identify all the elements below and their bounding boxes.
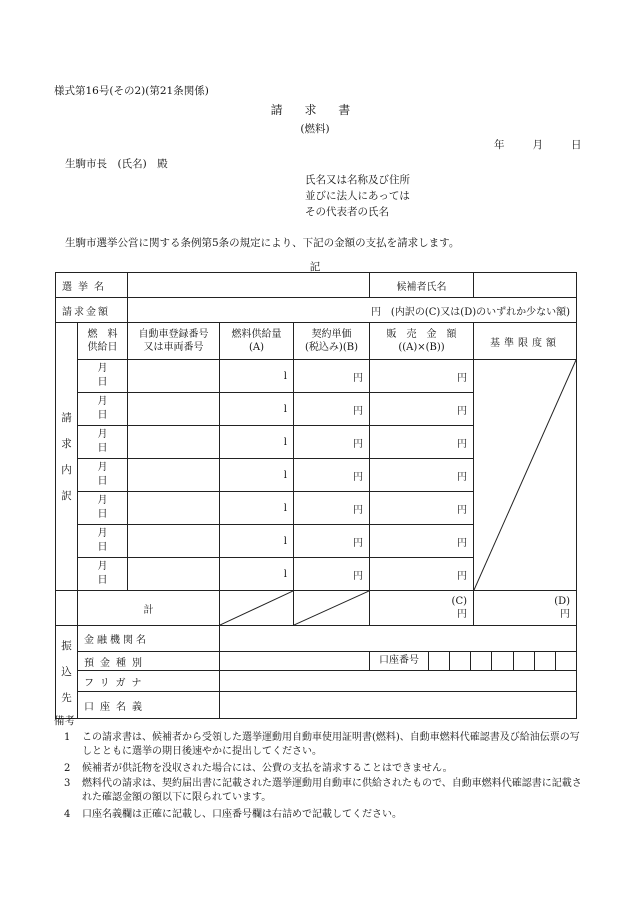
unit-price-cell[interactable]: 円 [294,459,370,492]
account-number-label: 口座番号 [370,652,429,670]
unit-price-cell[interactable]: 円 [294,393,370,426]
note-item: 2 候補者が供託物を没収された場合には、公費の支払を請求することはできません。 [64,763,453,774]
date-line [494,137,582,152]
candidate-name-field[interactable] [474,273,577,298]
column-header-row [56,323,577,360]
account-digit-box[interactable] [535,652,556,670]
unit-price-cell[interactable]: 円 [294,426,370,459]
fuel-quantity-cell[interactable]: l [220,426,294,459]
total-label: 計 [78,591,220,626]
col-header-unit-price: 契約単価 (税込み)(B) [294,323,370,360]
supply-date-cell[interactable]: 月 日 [78,492,128,525]
claim-amount-label: 請求金額 [56,298,128,323]
claim-table [55,272,577,719]
unit-price-cell[interactable]: 円 [294,558,370,591]
ki-label: 記 [309,261,321,273]
account-holder-row [56,692,577,719]
supply-date-cell[interactable]: 月 日 [78,459,128,492]
fuel-quantity-cell[interactable]: l [220,360,294,393]
vehicle-number-cell[interactable] [128,393,220,426]
total-row [56,591,577,626]
vehicle-number-cell[interactable] [128,426,220,459]
claimant-info [305,172,565,220]
diagonal-strike [294,591,369,625]
claimant-line-1: 氏名又は名称及び住所 [305,174,410,186]
deposit-type-row [56,652,577,671]
document-subtitle: (燃料) [300,123,330,135]
col-header-supply-date: 燃 料 供給日 [78,323,128,360]
unit-price-cell[interactable]: 円 [294,525,370,558]
supply-date-cell[interactable]: 月 日 [78,558,128,591]
document-title: 請 求 書 [270,103,360,117]
deposit-type-field[interactable] [220,652,370,671]
total-c-cell[interactable]: (C) 円 [370,591,474,626]
total-quantity-cell [220,591,294,626]
candidate-name-label: 候補者氏名 [370,273,474,298]
col-header-vehicle-number: 自動車登録番号 又は車両番号 [128,323,220,360]
diagonal-strike [474,360,576,590]
unit-price-cell[interactable]: 円 [294,360,370,393]
notes-heading: 備考 [54,715,75,727]
furigana-row [56,671,577,692]
fuel-quantity-cell[interactable]: l [220,525,294,558]
sales-amount-cell[interactable]: 円 [370,360,474,393]
limit-amount-cell [474,360,577,591]
col-header-limit-amount: 基準限度額 [474,323,577,360]
account-digit-box[interactable] [556,652,576,670]
account-holder-label: 口座名義 [78,692,220,719]
bank-side-label: 振 込 先 [56,626,78,719]
supply-date-cell[interactable]: 月 日 [78,426,128,459]
total-price-cell [294,591,370,626]
vehicle-number-cell[interactable] [128,492,220,525]
fuel-quantity-cell[interactable]: l [220,393,294,426]
claim-amount-row [56,298,577,323]
account-digit-box[interactable] [450,652,471,670]
fuel-quantity-cell[interactable]: l [220,558,294,591]
bank-name-field[interactable] [220,626,577,652]
account-digit-box[interactable] [471,652,492,670]
supply-date-cell[interactable]: 月 日 [78,525,128,558]
unit-price-cell[interactable]: 円 [294,492,370,525]
sales-amount-cell[interactable]: 円 [370,426,474,459]
fuel-quantity-cell[interactable]: l [220,459,294,492]
account-number-section [370,652,577,671]
claimant-line-2: 並びに法人にあっては [305,190,410,202]
fuel-quantity-cell[interactable]: l [220,492,294,525]
claimant-line-3: その代表者の氏名 [305,206,389,218]
supply-date-cell[interactable]: 月 日 [78,360,128,393]
date-day-label: 日 [571,139,582,151]
sales-amount-cell[interactable]: 円 [370,525,474,558]
intro-text: 生駒市選挙公営に関する条例第5条の規定により、下記の金額の支払を請求します。 [65,237,460,249]
vehicle-number-cell[interactable] [128,525,220,558]
supply-date-cell[interactable]: 月 日 [78,393,128,426]
addressee: 生駒市長 (氏名) 殿 [65,158,168,170]
vehicle-number-cell[interactable] [128,459,220,492]
election-name-label: 選挙名 [56,273,128,298]
col-header-sales-amount: 販 売 金 額 ((A)×(B)) [370,323,474,360]
date-year-label: 年 [494,139,505,151]
diagonal-strike [220,591,293,625]
form-number: 様式第16号(その2)(第21条関係) [54,85,209,97]
vehicle-number-cell[interactable] [128,360,220,393]
election-name-field[interactable] [128,273,370,298]
furigana-label: フリガナ [78,671,220,692]
account-digit-box[interactable] [429,652,450,670]
bank-name-label: 金融機関名 [78,626,220,652]
sales-amount-cell[interactable]: 円 [370,393,474,426]
account-digit-box[interactable] [514,652,535,670]
total-side-blank [56,591,78,626]
col-header-fuel-quantity: 燃料供給量 (A) [220,323,294,360]
sales-amount-cell[interactable]: 円 [370,459,474,492]
account-holder-field[interactable] [220,692,577,719]
bank-name-row [56,626,577,652]
note-item: 1 この請求書は、候補者から受領した選挙運動用自動車使用証明書(燃料)、自動車燃料代確認書及び給油伝票の写しとともに選挙の期日後速やかに提出してください。 [64,732,580,757]
total-d-cell[interactable]: (D) 円 [474,591,577,626]
claim-amount-field[interactable]: 円 (内訳の(C)又は(D)のいずれか少ない額) [128,298,577,323]
deposit-type-label: 預金種別 [78,652,220,671]
claim-breakdown-side-label: 請 求 内 訳 [56,323,78,591]
date-month-label: 月 [532,139,543,151]
account-digit-box[interactable] [492,652,513,670]
sales-amount-cell[interactable]: 円 [370,558,474,591]
note-item: 3 燃料代の請求は、契約届出書に記載された選挙運動用自動車に供給されたもので、自動車燃料代確認書に記載された確認金額の額以下に限られています。 [64,778,582,803]
table-row [56,360,577,393]
vehicle-number-cell[interactable] [128,558,220,591]
furigana-field[interactable] [220,671,577,692]
election-row [56,273,577,298]
note-item: 4 口座名義欄は正確に記載し、口座番号欄は右詰めで記載してください。 [64,809,402,820]
sales-amount-cell[interactable]: 円 [370,492,474,525]
